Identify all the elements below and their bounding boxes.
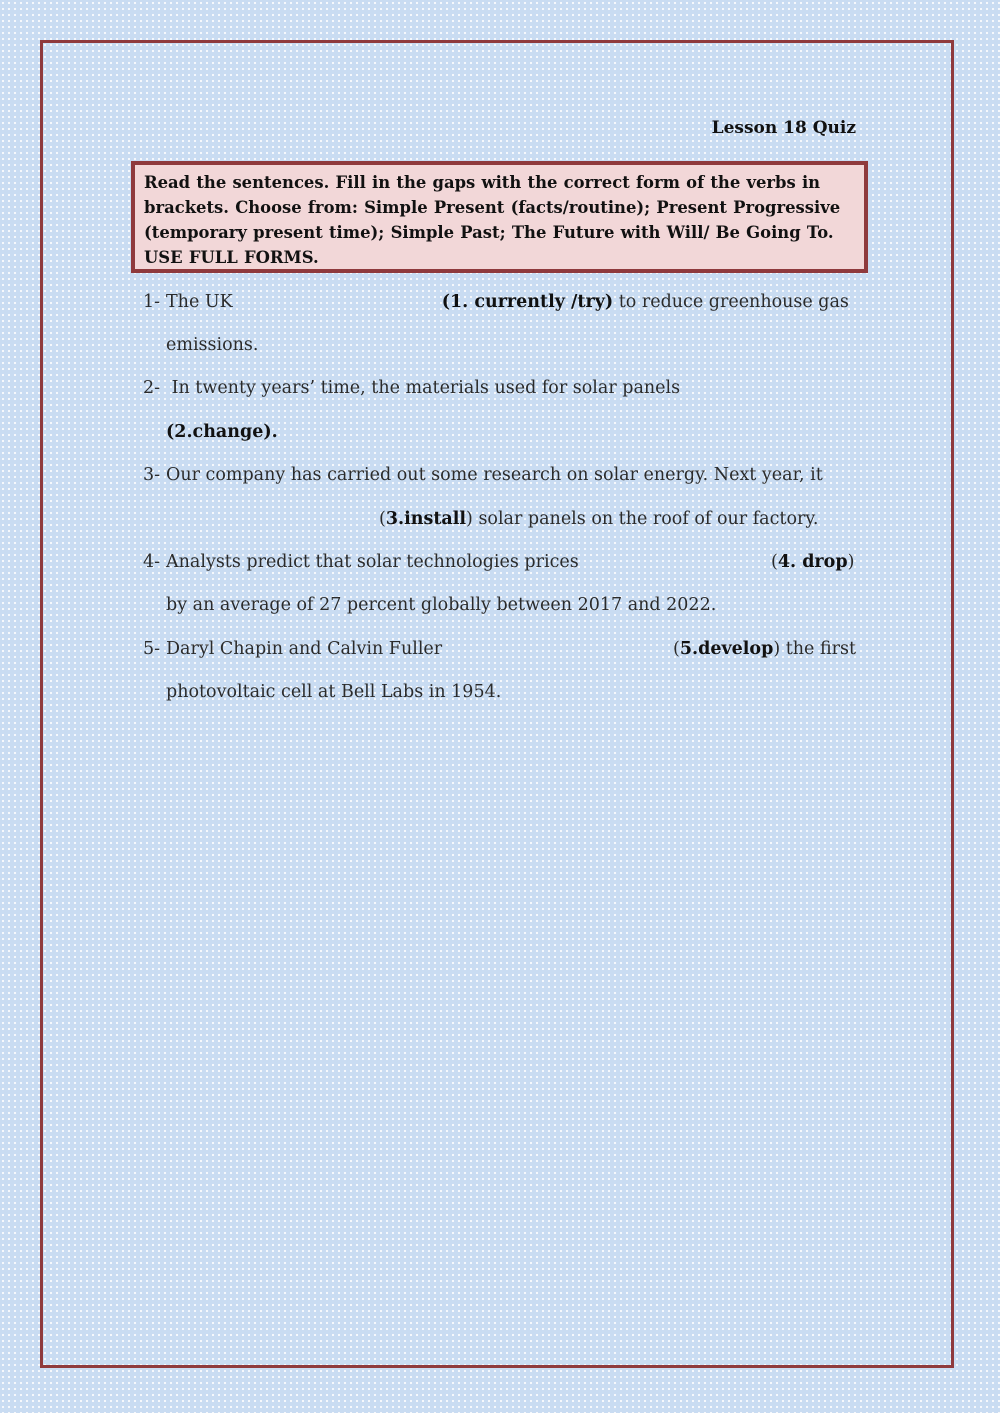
verb-prompt: 4. drop [777, 552, 848, 572]
question-text: the first [780, 639, 856, 659]
question-4 [143, 550, 579, 574]
question-4-continuation [166, 593, 716, 617]
question-text: by an average of 27 percent globally between 2017 and 2022. [166, 595, 717, 615]
question-number: 2- [143, 378, 161, 398]
question-number: 5- [143, 639, 161, 659]
bracket-open: ( [673, 639, 680, 659]
bracket-close: ) [847, 552, 855, 572]
question-5-verb [673, 637, 856, 661]
bracket-open: ( [771, 552, 778, 572]
instructions-box [131, 161, 868, 273]
question-3 [143, 463, 823, 487]
bracket-close: ) [466, 509, 473, 529]
question-text: solar panels on the roof of our factory. [472, 509, 819, 529]
question-5 [143, 637, 442, 661]
verb-prompt: 3.install [385, 509, 467, 529]
question-number: 1- [143, 292, 161, 312]
question-2-continuation [166, 420, 278, 444]
bracket-close: ) [773, 639, 781, 659]
question-text: In twenty years’ time, the materials used for solar panels [166, 378, 681, 398]
question-text: Daryl Chapin and Calvin Fuller [166, 639, 443, 659]
question-text: to reduce greenhouse gas [613, 292, 849, 312]
bracket-open: ( [379, 509, 386, 529]
question-1-continuation [166, 333, 258, 357]
quiz-title: Lesson 18 Quiz [711, 118, 856, 138]
instructions-text: Read the sentences. Fill in the gaps with the correct form of the verbs in brackets. Choose from: Simple Present (facts/routine); Present Progressive (temporary present time); Simple Past; The Future with Will/ Be Going To. USE FULL FORMS. [144, 173, 841, 267]
question-text: The UK [166, 292, 233, 312]
question-text: Analysts predict that solar technologies prices [166, 552, 579, 572]
question-5-continuation [166, 680, 501, 704]
question-number: 4- [143, 552, 161, 572]
question-3-continuation [379, 507, 818, 531]
question-2 [143, 376, 680, 400]
verb-prompt: (1. currently /try) [441, 292, 614, 312]
question-number: 3- [143, 465, 161, 485]
question-text: emissions. [166, 335, 259, 355]
question-4-verb [771, 550, 854, 574]
question-1 [143, 290, 849, 314]
verb-prompt: (2.change). [166, 422, 278, 442]
question-text: Our company has carried out some research on solar energy. Next year, it [166, 465, 823, 485]
verb-prompt: 5.develop [679, 639, 774, 659]
question-text: photovoltaic cell at Bell Labs in 1954. [166, 682, 502, 702]
